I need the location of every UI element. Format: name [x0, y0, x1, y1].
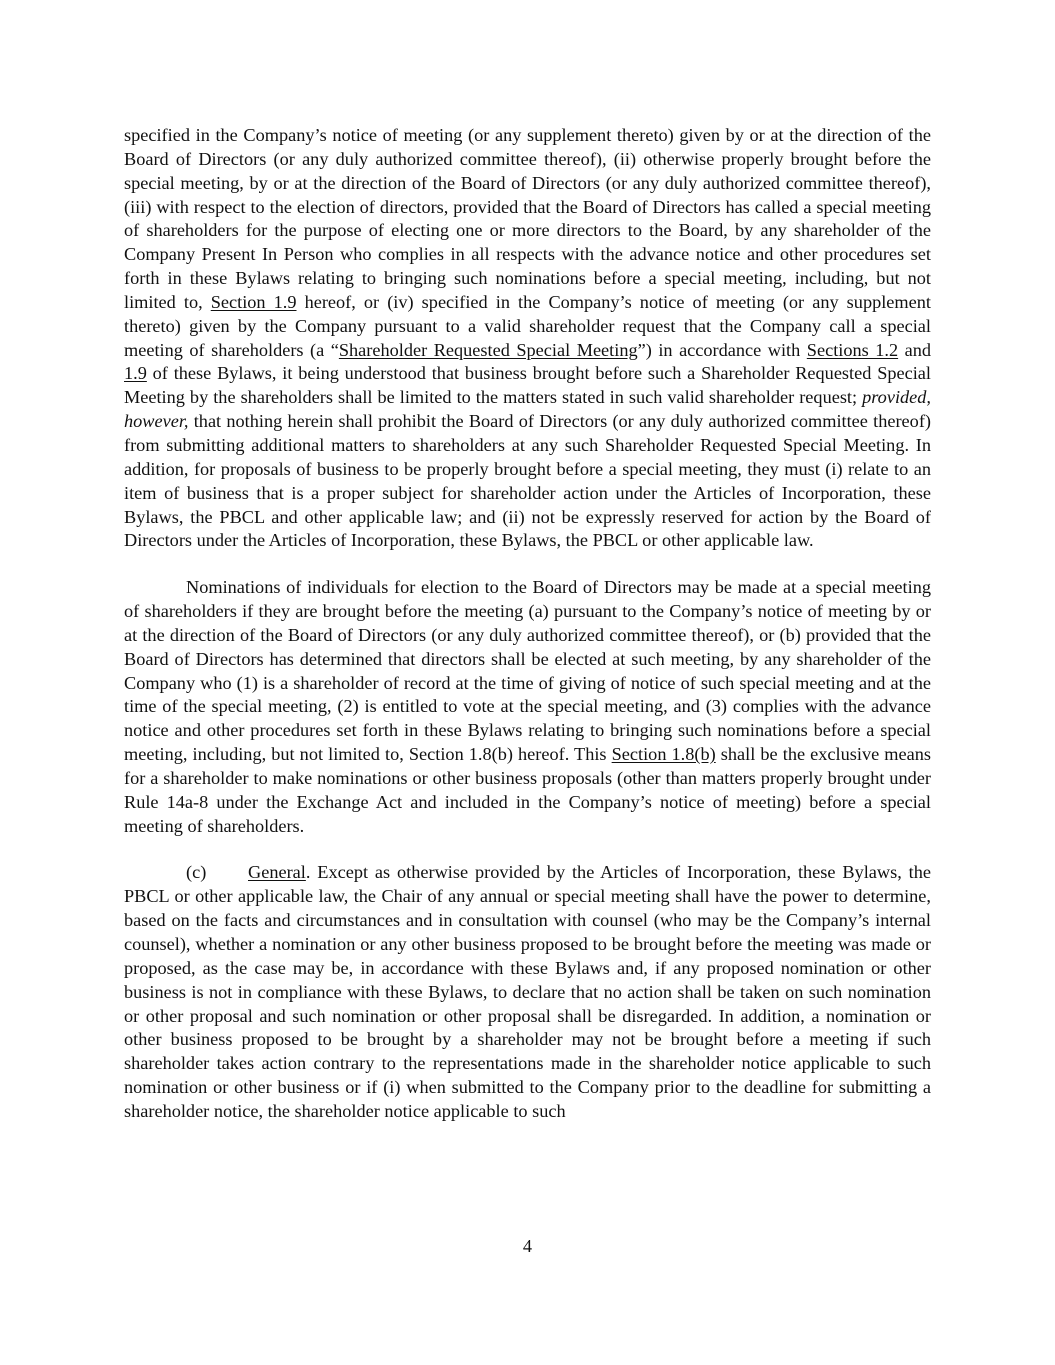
page-number: 4 [522, 1236, 533, 1256]
sections-1-2-reference: Sections 1.2 [806, 339, 899, 360]
text-run: of these Bylaws, it being understood that business brought before such a Shareholder Requested Special Meeting by the shareholders shall be limited to the matters stated in such valid shareholder request; [124, 363, 931, 408]
paragraph-nominations [124, 576, 931, 838]
document-page [124, 124, 931, 1124]
text-run: specified in the Company’s notice of meeting (or any supplement thereto) given by or at the direction of the Board of Directors (or any duly authorized committee thereof), (ii) otherwise properly brought before the special meeting, by or at the direction of the Board of Directors (or any duly authorized committee thereof), (iii) with respect to the election of directors, provided that the Board of Directors has called a special meeting of shareholders for the purpose of electing one or more directors to the Board, by any shareholder of the Company Present In Person who complies in all respects with the advance notice and other procedures set forth in these Bylaws relating to bringing such nominations before a special meeting, including, but not limited to, [124, 125, 931, 312]
text-run: shall be the exclusive means for a shareholder to make nominations or other business proposals (other than matters properly brought under Rule 14a-8 under the Exchange Act and included in the Company’s notice of meeting) before a special meeting of shareholders. [124, 744, 931, 836]
section-1-8b-reference: Section 1.8(b) [611, 744, 716, 765]
proviso-italic: provided, however, [124, 387, 931, 432]
text-run: Nominations of individuals for election to the Board of Directors may be made at a special meeting of shareholders if they are brought before the meeting (a) pursuant to the Company’s notice of meeting by or at the direction of the Board of Directors (or any duly authorized committee thereof), or (b) provided that the Board of Directors has determined that directors shall be elected at such meeting, by any shareholder of the Company who (1) is a shareholder of record at the time of giving of notice of such special meeting and at the time of the special meeting, (2) is entitled to vote at the special meeting, and (3) complies with the advance notice and other procedures set forth in these Bylaws relating to bringing such nominations before a special meeting, including, but not limited to, Section 1.8(b) hereof. This [124, 577, 931, 765]
text-run: hereof, or (iv) specified in the Company’s notice of meeting (or any supplement thereto) given by the Company pursuant to a valid shareholder request that the Company call a special meeting of shareholders (a “ [124, 291, 931, 360]
paragraph-general [124, 861, 931, 1123]
text-run: Except as otherwise provided by the Articles of Incorporation, these Bylaws, the PBCL or other applicable law, the Chair of any annual or special meeting shall have the power to determine, based on the facts and circumstances and in consultation with counsel (who may be the Company’s internal counsel), whether a nomination or any other business proposed to be brought before the meeting was made or proposed, as the case may be, in accordance with these Bylaws and, if any proposed nomination or other business is not in compliance with these Bylaws, to declare that no action shall be taken on such nomination or other proposal and such nomination or other proposal shall be disregarded. In addition, a nomination or other business proposed to be brought by a shareholder may not be brought before a meeting if such shareholder takes action contrary to the representations made in the shareholder notice applicable to such nomination or other business or if (i) when submitted to the Company prior to the deadline for submitting a shareholder notice, the shareholder notice applicable to such [124, 862, 931, 1121]
text-run: and [898, 339, 932, 360]
section-1-9-short-reference: 1.9 [124, 363, 147, 384]
section-1-9-reference: Section 1.9 [210, 291, 297, 312]
paragraph-special-meeting-business [124, 124, 931, 553]
clause-label: (c) [186, 862, 207, 883]
clause-heading-general: General [248, 862, 306, 883]
heading-period: . [305, 862, 311, 883]
text-run: ”) in accordance with [637, 339, 807, 360]
defined-term-shareholder-requested-special-meeting: Shareholder Requested Special Meeting [338, 339, 638, 360]
text-run: that nothing herein shall prohibit the Board of Directors (or any duly authorized committee thereof) from submitting additional matters to shareholders at any such Shareholder Requested Special Meeting. In addition, for proposals of business to be properly brought before a special meeting, they must (i) relate to an item of business that is a proper subject for shareholder action under the Articles of Incorporation, these Bylaws, the PBCL and other applicable law; and (ii) not be expressly reserved for action by the Board of Directors under the Articles of Incorporation, these Bylaws, the PBCL or other applicable law. [124, 411, 931, 551]
